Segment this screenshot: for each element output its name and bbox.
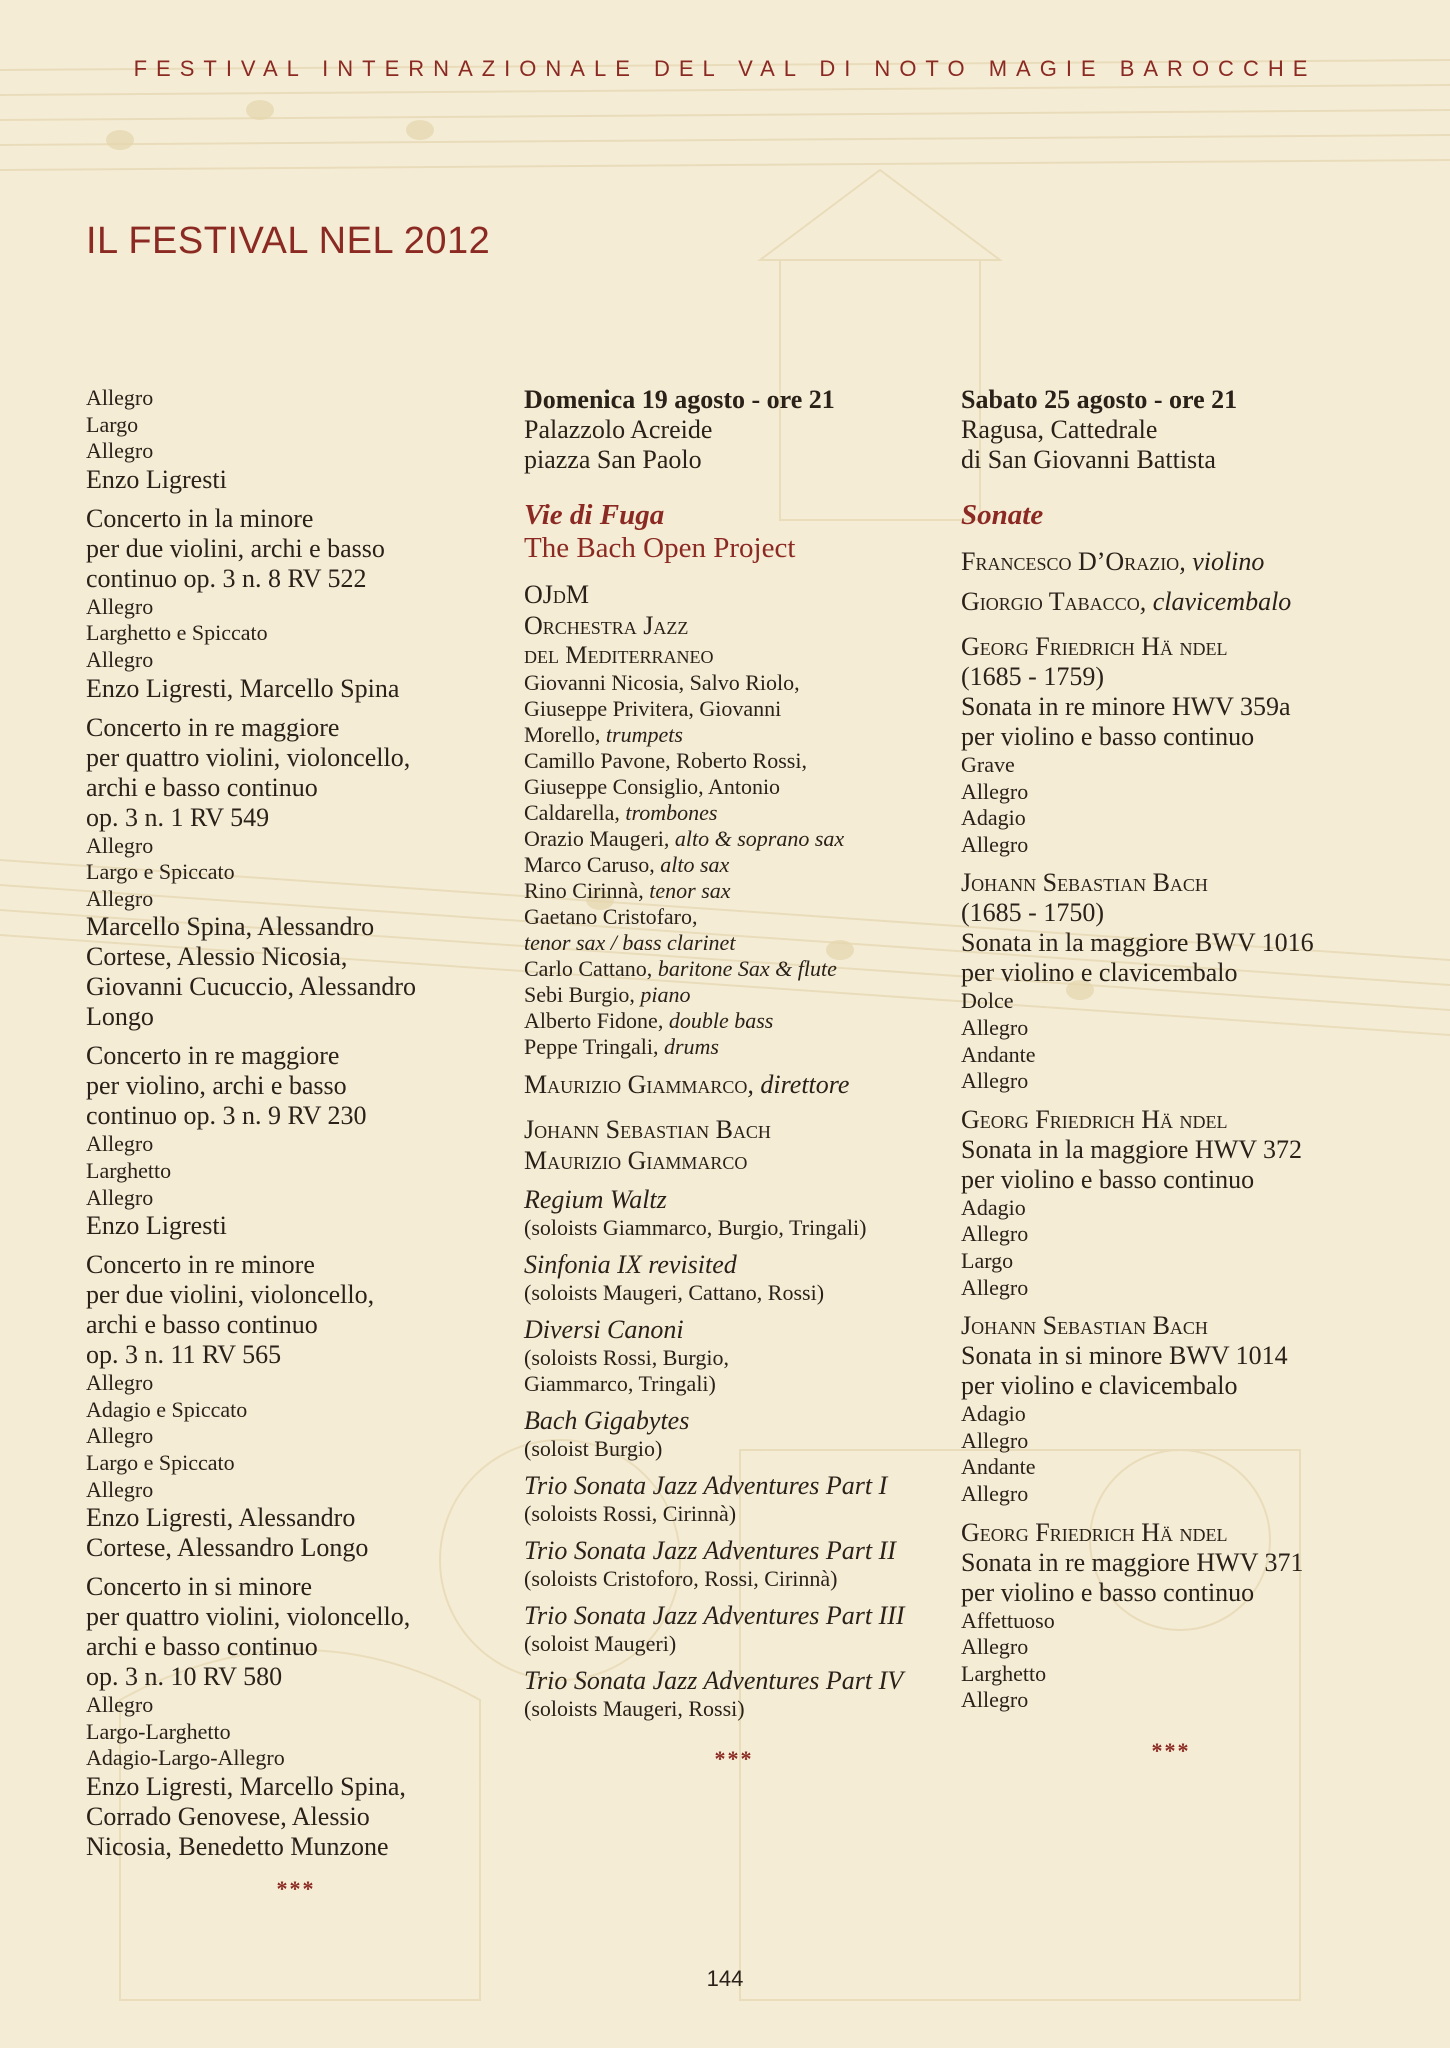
movement: Allegro xyxy=(86,1692,154,1718)
musician-line: Caldarella, trombones xyxy=(524,800,718,825)
work-title: Concerto in re maggiore per violino, archi e basso continuo op. 3 n. 9 RV 230 xyxy=(86,1041,367,1131)
musician-line: Giuseppe Privitera, Giovanni xyxy=(524,696,782,721)
movement: Allegro xyxy=(961,1274,1029,1300)
movement: Larghetto e Spiccato xyxy=(86,620,268,646)
movement: Allegro xyxy=(961,1687,1029,1713)
work-title: per violino e basso continuo xyxy=(961,1164,1255,1194)
performers: Enzo Ligresti xyxy=(86,464,227,494)
separator-stars: *** xyxy=(1151,1737,1191,1763)
composer-name: Maurizio Giammarco xyxy=(524,1146,748,1175)
work-title: per violino e clavicembalo xyxy=(961,958,1238,988)
piece-soloists: (soloists Rossi, Cirinnà) xyxy=(524,1501,737,1526)
movement: Allegro xyxy=(86,1131,154,1157)
movement: Affettuoso xyxy=(961,1607,1055,1633)
composer-name: Johann Sebastian Bach xyxy=(961,1311,1208,1341)
column-1 xyxy=(86,385,506,1902)
work-title: Sonata in la maggiore BWV 1016 xyxy=(961,928,1314,958)
movement: Largo e Spiccato xyxy=(86,1449,235,1475)
movement: Larghetto xyxy=(86,1157,172,1183)
program-subtitle: The Bach Open Project xyxy=(524,532,796,564)
movement: Allegro xyxy=(961,831,1029,857)
composer-name: Johann Sebastian Bach xyxy=(524,1115,771,1144)
piece-title: Trio Sonata Jazz Adventures Part II xyxy=(524,1536,896,1565)
work-title: per violino e basso continuo xyxy=(961,1577,1255,1607)
piece-soloists: (soloists Giammarco, Burgio, Tringali) xyxy=(524,1215,867,1240)
work-title: Concerto in la minore per due violini, archi e basso continuo op. 3 n. 8 RV 522 xyxy=(86,503,385,593)
movement: Largo e Spiccato xyxy=(86,859,235,885)
musician-line: Carlo Cattano, baritone Sax & flute xyxy=(524,956,837,981)
movement: Larghetto xyxy=(961,1660,1047,1686)
movement: Allegro xyxy=(86,1476,154,1502)
column-3 xyxy=(961,385,1381,1764)
piece-soloists: Giammarco, Tringali) xyxy=(524,1371,716,1396)
sonata-block xyxy=(961,1517,1381,1714)
movement: Allegro xyxy=(961,1480,1029,1506)
piece-soloists: (soloists Maugeri, Rossi) xyxy=(524,1696,745,1721)
concert-date: Sabato 25 agosto - ore 21 xyxy=(961,385,1238,414)
composer-name: Georg Friedrich Hä ndel xyxy=(961,632,1228,661)
piece-title: Trio Sonata Jazz Adventures Part III xyxy=(524,1601,905,1630)
performers: Marcello Spina, Alessandro Cortese, Alessio Nicosia, Giovanni Cucuccio, Alessandro Longo xyxy=(86,912,416,1032)
work-title: Sonata in la maggiore HWV 372 xyxy=(961,1134,1303,1164)
page-number: 144 xyxy=(706,1966,744,1991)
movement: Allegro xyxy=(961,1014,1029,1040)
movement: Dolce xyxy=(961,988,1014,1014)
movements-1 xyxy=(86,385,506,465)
concert-location: Palazzolo Acreide xyxy=(524,415,713,444)
musician-line: Rino Cirinnà, tenor sax xyxy=(524,878,731,903)
sonata-block xyxy=(961,1104,1381,1301)
separator-stars: *** xyxy=(714,1746,754,1771)
movement: Allegro xyxy=(86,593,154,619)
concert-location: di San Giovanni Battista xyxy=(961,445,1216,474)
ensemble-name: Orchestra Jazz xyxy=(524,611,689,640)
movement: Adagio xyxy=(961,1401,1026,1427)
movement: Largo xyxy=(86,411,139,437)
composer-name: Georg Friedrich Hä ndel xyxy=(961,1517,1228,1547)
musician-line: Orazio Maugeri, alto & soprano sax xyxy=(524,826,845,851)
movement: Adagio-Largo-Allegro xyxy=(86,1745,285,1771)
musician-line: Alberto Fidone, double bass xyxy=(524,1008,774,1033)
piece-title: Bach Gigabytes xyxy=(524,1406,690,1435)
work-title: Concerto in si minore per quattro violini, violoncello, archi e basso continuo op. 3 n. 10 RV 580 xyxy=(86,1572,411,1692)
composer-name: Georg Friedrich Hä ndel xyxy=(961,1104,1228,1134)
performers: Enzo Ligresti, Marcello Spina xyxy=(86,673,400,703)
piece-soloists: (soloists Rossi, Burgio, xyxy=(524,1345,729,1370)
composer-name: Johann Sebastian Bach xyxy=(961,868,1208,898)
movement: Allegro xyxy=(86,885,154,911)
musician-line: Giovanni Nicosia, Salvo Riolo, xyxy=(524,670,800,695)
musician-line: tenor sax / bass clarinet xyxy=(524,930,736,955)
movement: Allegro xyxy=(961,1068,1029,1094)
movement: Andante xyxy=(961,1041,1036,1067)
movement: Allegro xyxy=(86,438,154,464)
piece-title: Sinfonia IX revisited xyxy=(524,1250,737,1279)
piece-title: Trio Sonata Jazz Adventures Part I xyxy=(524,1471,888,1500)
movement: Adagio xyxy=(961,1194,1026,1220)
work-title: per violino e basso continuo xyxy=(961,722,1255,751)
concert-location: Ragusa, Cattedrale xyxy=(961,415,1158,444)
performers: Enzo Ligresti, Alessandro Cortese, Alessandro Longo xyxy=(86,1503,369,1563)
musician-line: Gaetano Cristofaro, xyxy=(524,904,698,929)
piece-soloists: (soloists Maugeri, Cattano, Rossi) xyxy=(524,1280,825,1305)
musicians-list xyxy=(524,670,944,1060)
concert-date: Domenica 19 agosto - ore 21 xyxy=(524,385,835,414)
concert-location: piazza San Paolo xyxy=(524,445,702,474)
piece-title: Regium Waltz xyxy=(524,1185,667,1214)
movement: Adagio e Spiccato xyxy=(86,1396,248,1422)
work-title: Sonata in re minore HWV 359a xyxy=(961,692,1291,721)
movement: Allegro xyxy=(961,1221,1029,1247)
movement: Largo xyxy=(961,1247,1014,1273)
performer: Francesco D’Orazio, violino xyxy=(961,547,1265,576)
musician-line: Peppe Tringali, drums xyxy=(524,1034,719,1059)
running-header: FESTIVAL INTERNAZIONALE DEL VAL DI NOTO MAGIE BAROCCHE xyxy=(133,56,1317,81)
movement: Allegro xyxy=(86,832,154,858)
work-title: Concerto in re maggiore per quattro violini, violoncello, archi e basso continuo op. 3 n. 1 RV 549 xyxy=(86,712,411,832)
column-2 xyxy=(524,385,944,1772)
program-title: Sonate xyxy=(961,499,1044,531)
movement: Largo-Larghetto xyxy=(86,1718,231,1744)
musician-line: Marco Caruso, alto sax xyxy=(524,852,730,877)
movement: Allegro xyxy=(86,385,154,410)
movement: Allegro xyxy=(961,778,1029,804)
sonata-block xyxy=(961,631,1381,858)
work-title: Sonata in re maggiore HWV 371 xyxy=(961,1547,1304,1577)
movement: Allegro xyxy=(86,1370,154,1396)
performers: Enzo Ligresti, Marcello Spina, Corrado Genovese, Alessio Nicosia, Benedetto Munzone xyxy=(86,1771,406,1861)
piece-soloists: (soloist Maugeri) xyxy=(524,1631,677,1656)
piece-soloists: (soloists Cristoforo, Rossi, Cirinnà) xyxy=(524,1566,838,1591)
composer-dates: (1685 - 1759) xyxy=(961,662,1104,691)
work-title: Sonata in si minore BWV 1014 xyxy=(961,1341,1288,1371)
page-title: IL FESTIVAL NEL 2012 xyxy=(86,220,491,262)
musician-line: Morello, trumpets xyxy=(524,722,683,747)
ensemble-name: OJdM xyxy=(524,580,590,609)
movement: Allegro xyxy=(86,1184,154,1210)
movement: Adagio xyxy=(961,805,1026,831)
movement: Allegro xyxy=(961,1427,1029,1453)
performers: Enzo Ligresti xyxy=(86,1211,227,1241)
work-title: Concerto in re minore per due violini, violoncello, archi e basso continuo op. 3 n. 11 RV 565 xyxy=(86,1250,375,1370)
piece-soloists: (soloist Burgio) xyxy=(524,1436,663,1461)
sonata-block xyxy=(961,1310,1381,1507)
director: Maurizio Giammarco, direttore xyxy=(524,1070,850,1099)
sonata-block xyxy=(961,867,1381,1094)
work-title: per violino e clavicembalo xyxy=(961,1371,1238,1401)
movement: Grave xyxy=(961,752,1015,777)
musician-line: Camillo Pavone, Roberto Rossi, xyxy=(524,748,807,773)
composer-dates: (1685 - 1750) xyxy=(961,898,1104,928)
movement: Allegro xyxy=(86,646,154,672)
performer: Giorgio Tabacco, clavicembalo xyxy=(961,587,1292,616)
ensemble-name: del Mediterraneo xyxy=(524,642,714,669)
movement: Andante xyxy=(961,1454,1036,1480)
piece-title: Trio Sonata Jazz Adventures Part IV xyxy=(524,1666,904,1695)
piece-title: Diversi Canoni xyxy=(524,1315,684,1344)
program-title: Vie di Fuga xyxy=(524,499,665,531)
separator-stars: *** xyxy=(276,1875,316,1901)
movement: Allegro xyxy=(86,1423,154,1449)
movement: Allegro xyxy=(961,1634,1029,1660)
musician-line: Sebi Burgio, piano xyxy=(524,982,691,1007)
musician-line: Giuseppe Consiglio, Antonio xyxy=(524,774,781,799)
